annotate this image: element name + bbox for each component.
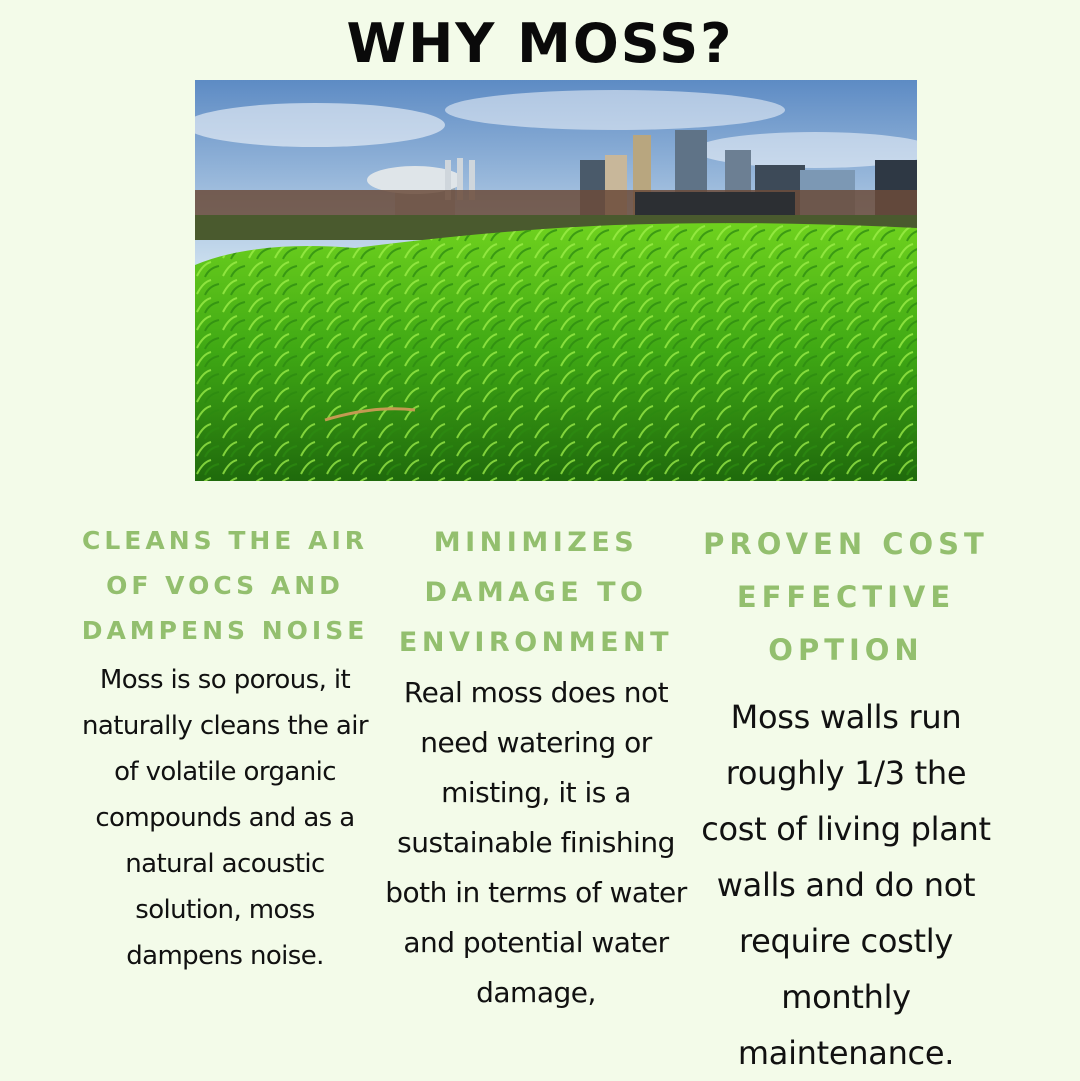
benefit-heading: MINIMIZES DAMAGE TO ENVIRONMENT bbox=[398, 527, 674, 658]
benefit-column-air bbox=[80, 518, 370, 979]
benefit-column-environment bbox=[385, 518, 687, 1018]
moss-city-skyline-photo bbox=[195, 80, 917, 481]
benefit-column-cost bbox=[700, 518, 992, 1081]
benefit-description: Real moss does not need watering or misting, it is a sustainable finishing both in terms of water and potential water damage, bbox=[385, 676, 687, 1009]
benefit-heading: CLEANS THE AIR OF VOCS AND DAMPENS NOISE bbox=[81, 526, 369, 645]
benefit-description: Moss walls run roughly 1/3 the cost of living plant walls and do not require costly monthly maintenance. bbox=[701, 698, 991, 1072]
benefit-description: Moss is so porous, it naturally cleans the air of volatile organic compounds and as a natural acoustic solution, moss dampens noise. bbox=[82, 665, 368, 971]
page-title: WHY MOSS? bbox=[346, 12, 734, 75]
benefit-heading: PROVEN COST EFFECTIVE OPTION bbox=[703, 527, 989, 667]
